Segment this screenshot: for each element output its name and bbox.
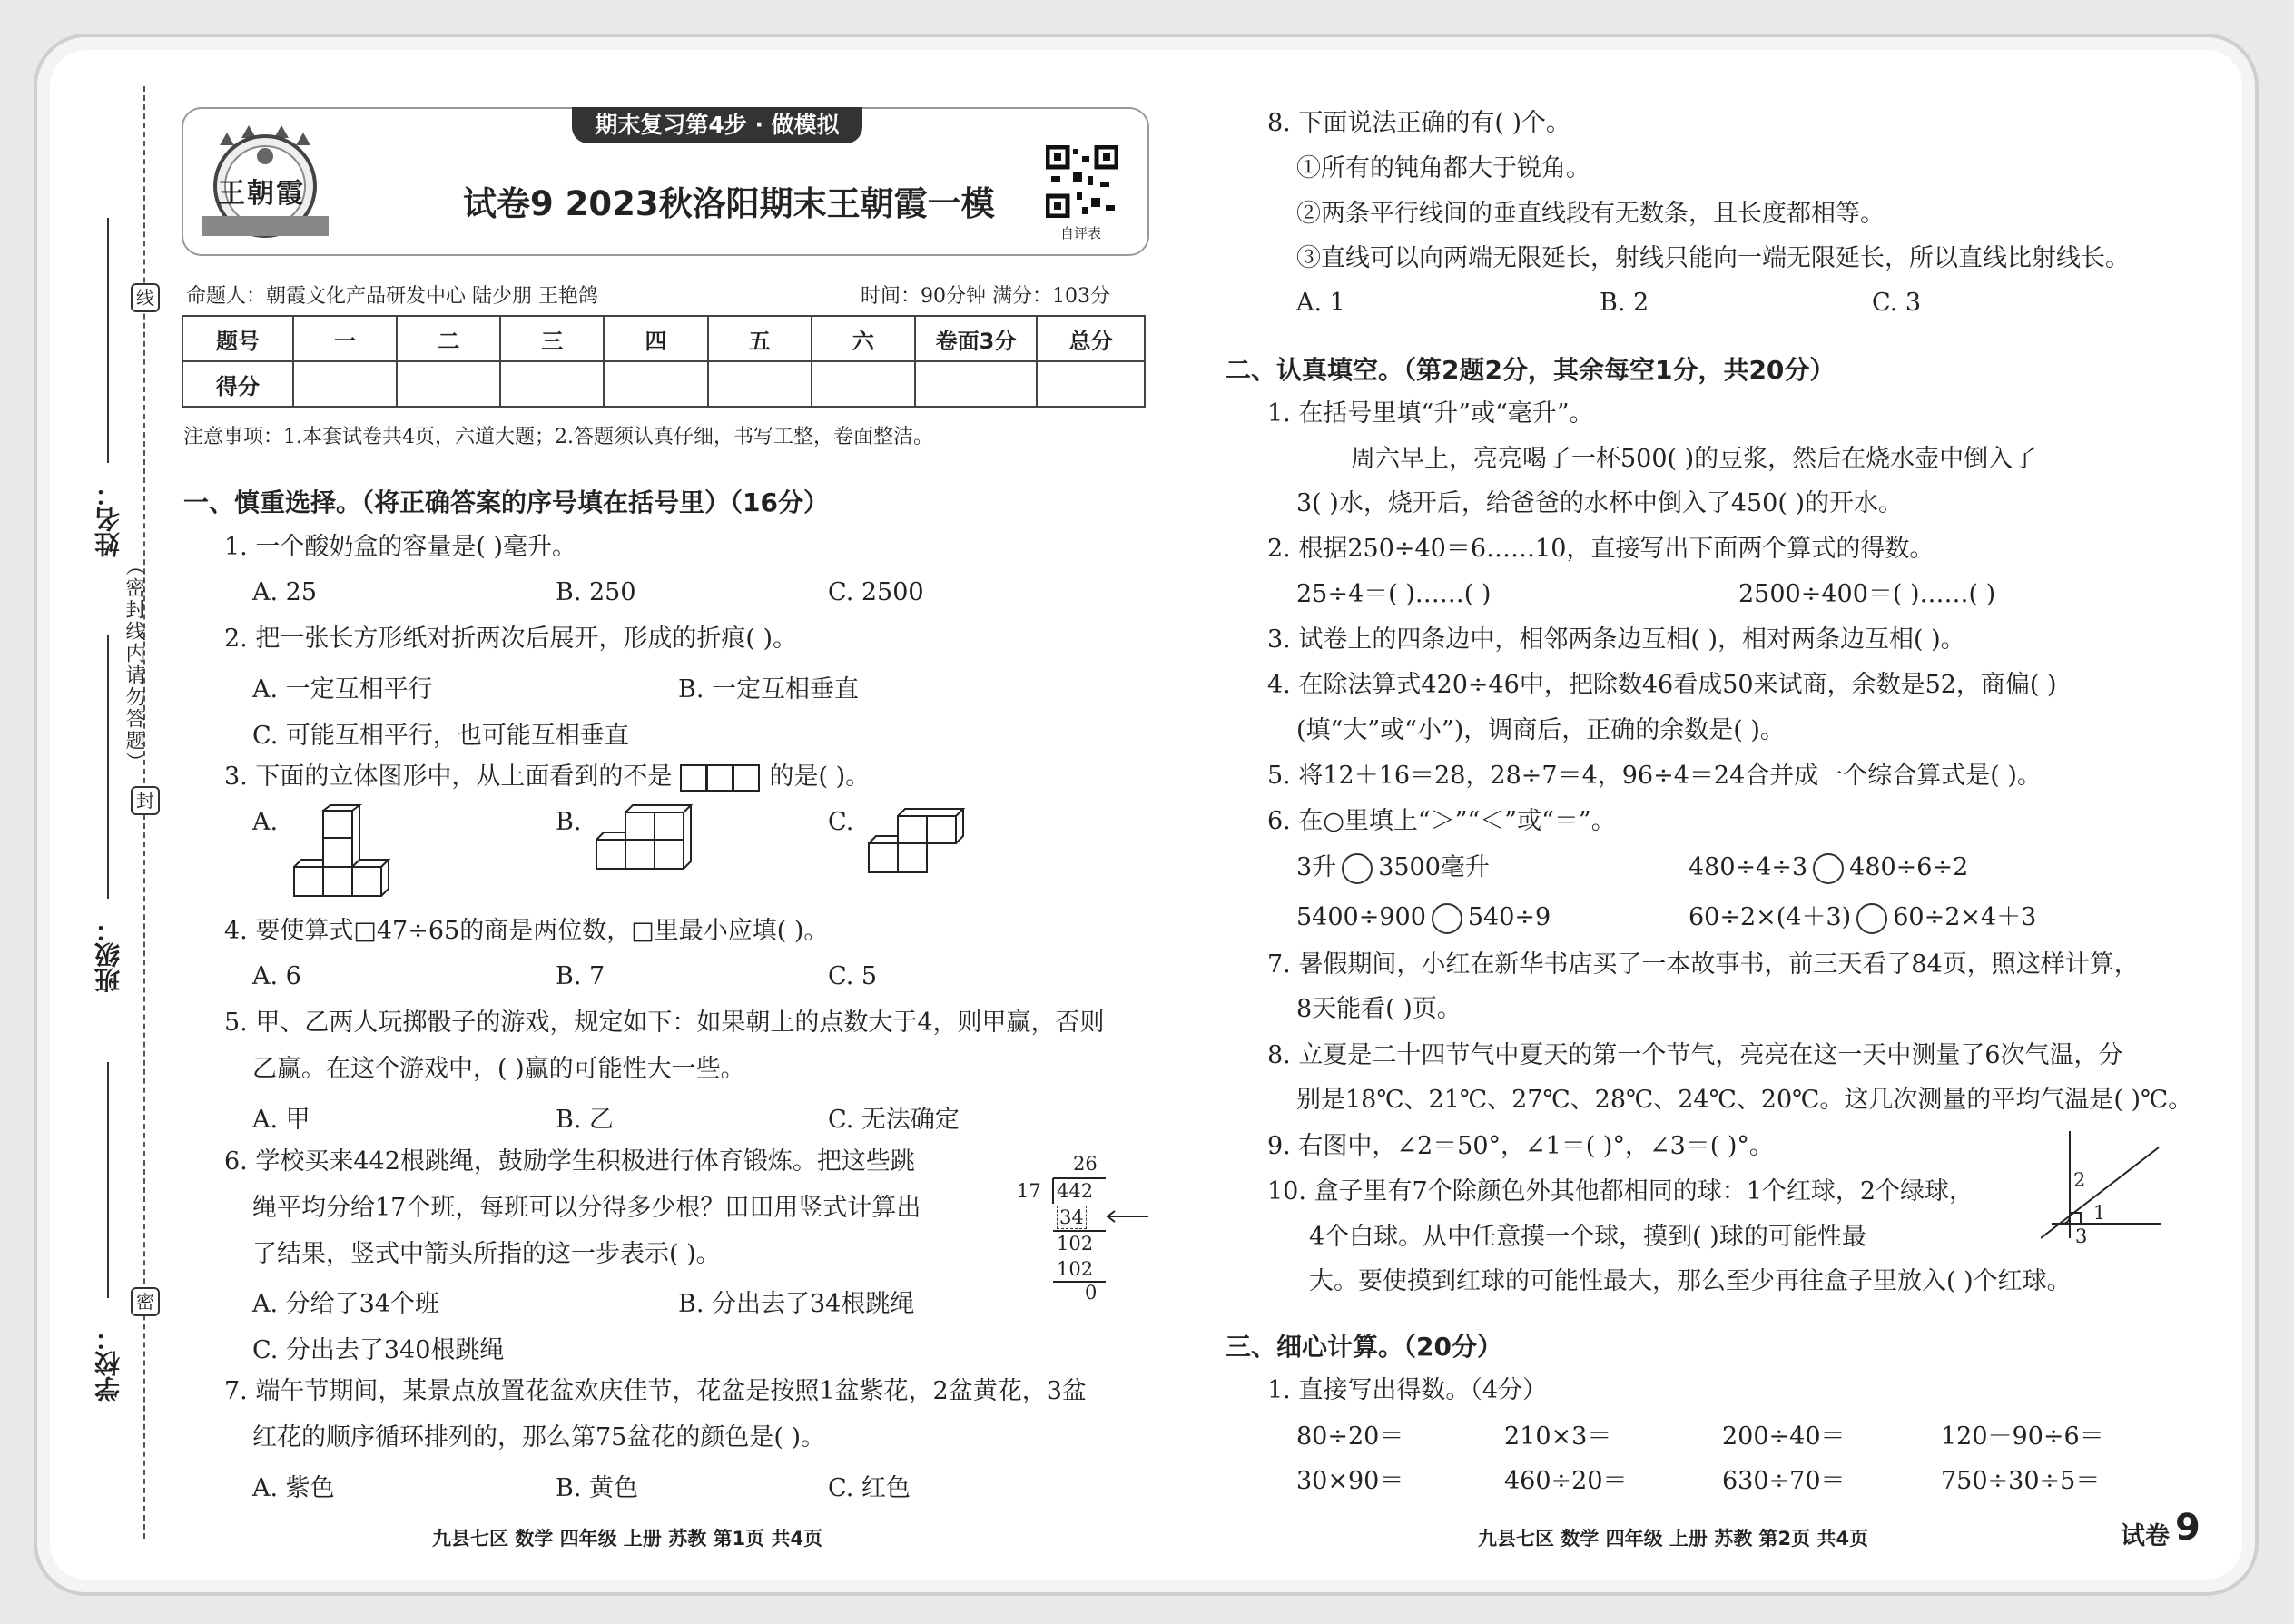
fill-1-line-2: 周六早上，亮亮喝了一杯500( )的豆浆，然后在烧水壶中倒入了 xyxy=(1351,445,2038,473)
option[interactable]: B. 250 xyxy=(556,578,636,606)
score-cell[interactable] xyxy=(1037,361,1145,407)
compare-left: 480÷4÷3 xyxy=(1689,853,1808,881)
option[interactable]: A. 25 xyxy=(252,578,318,606)
angle-label: 1 xyxy=(2093,1202,2106,1224)
compare-circle[interactable] xyxy=(1342,853,1373,884)
division-step: 102 xyxy=(1057,1233,1094,1255)
score-cell[interactable] xyxy=(604,361,707,407)
division-dividend: 442 xyxy=(1057,1180,1094,1202)
compare-right: 60÷2×4＋3 xyxy=(1893,903,2037,931)
compare-row xyxy=(1296,901,1551,934)
compare-row xyxy=(1689,901,2036,934)
question-3-prefix: 3. 下面的立体图形中，从上面看到的不是 xyxy=(224,763,673,791)
angle-figure xyxy=(2041,1131,2163,1249)
logo-text: 王朝霞 xyxy=(218,178,305,210)
option[interactable]: A. xyxy=(252,808,279,836)
question-5-line-2: 乙赢。在这个游戏中，( )赢的可能性大一些。 xyxy=(252,1055,745,1083)
score-header: 总分 xyxy=(1037,316,1145,361)
fill-10-line-3: 大。要使摸到红球的可能性最大，那么至少再往盒子里放入( )个红球。 xyxy=(1309,1267,2072,1295)
calc-1: 1. 直接写出得数。（4分） xyxy=(1267,1376,1548,1404)
name-label: 姓名： xyxy=(94,481,123,557)
section-2-title: 二、认真填空。（第2题2分，其余每空1分，共20分） xyxy=(1226,355,1836,385)
fill-7-line-1: 7. 暑假期间，小红在新华书店买了一本故事书，前三天看了84页，照这样计算， xyxy=(1267,950,2139,979)
compare-row xyxy=(1689,851,1968,884)
compare-circle[interactable] xyxy=(1813,853,1844,884)
seal-mark-mid: 封 xyxy=(131,786,160,815)
calc-item: 200÷40＝ xyxy=(1722,1422,1846,1451)
fill-7-line-2: 8天能看( )页。 xyxy=(1296,995,1462,1023)
class-label: 班级： xyxy=(94,917,123,993)
option[interactable]: C. 3 xyxy=(1872,289,1922,317)
compare-left: 60÷2×(4＋3) xyxy=(1689,903,1852,931)
score-header: 四 xyxy=(604,316,707,361)
option[interactable]: A. 一定互相平行 xyxy=(252,675,433,704)
compare-circle[interactable] xyxy=(1856,903,1887,934)
score-header: 一 xyxy=(293,316,397,361)
option[interactable]: C. 可能互相平行，也可能互相垂直 xyxy=(252,722,629,750)
option[interactable]: B. 分出去了34根跳绳 xyxy=(678,1290,915,1318)
calc-item: 120－90÷6＝ xyxy=(1941,1422,2104,1451)
calc-item: 750÷30÷5＝ xyxy=(1941,1467,2101,1495)
calc-item: 210×3＝ xyxy=(1504,1422,1612,1451)
option[interactable]: C. 5 xyxy=(828,962,878,990)
option[interactable]: C. 红色 xyxy=(828,1474,911,1502)
long-division-figure xyxy=(1017,1153,1153,1307)
section-1-title: 一、慎重选择。（将正确答案的序号填在括号里）（16分） xyxy=(183,487,829,517)
question-4: 4. 要使算式□47÷65的商是两位数，□里最小应填( )。 xyxy=(224,917,829,945)
option[interactable]: A. 1 xyxy=(1296,289,1345,317)
brand-logo xyxy=(202,118,329,245)
calc-item: 630÷70＝ xyxy=(1722,1467,1846,1495)
fill-9: 9. 右图中，∠2＝50°，∠1＝( )°，∠3＝( )°。 xyxy=(1267,1132,1774,1160)
fill-4-line-2: (填“大”或“小”)，调商后，正确的余数是( )。 xyxy=(1296,716,1785,744)
option[interactable]: B. 一定互相垂直 xyxy=(678,675,860,704)
time-score: 时间：90分钟 满分：103分 xyxy=(861,285,1110,308)
calc-item: 80÷20＝ xyxy=(1296,1422,1404,1451)
compare-circle[interactable] xyxy=(1432,903,1462,934)
fill-1: 1. 在括号里填“升”或“毫升”。 xyxy=(1267,399,1594,428)
notice: 注意事项：1.本套试卷共4页，六道大题；2.答题须认真仔细，书写工整，卷面整洁。 xyxy=(183,426,933,448)
cube-figure-b-icon xyxy=(595,803,694,875)
question-6-line-2: 绳平均分给17个班，每班可以分得多少根？田田用竖式计算出 xyxy=(252,1194,921,1222)
option[interactable]: A. 紫色 xyxy=(252,1474,335,1502)
question-3-suffix: 的是( )。 xyxy=(769,763,871,791)
fill-2-b: 2500÷400＝( )……( ) xyxy=(1738,580,1996,608)
statement-1: ①所有的钝角都大于锐角。 xyxy=(1296,154,1590,182)
footer-left: 九县七区 数学 四年级 上册 苏教 第1页 共4页 xyxy=(432,1528,823,1550)
score-header: 卷面3分 xyxy=(915,316,1037,361)
score-cell[interactable] xyxy=(500,361,604,407)
fill-4-line-1: 4. 在除法算式420÷46中，把除数46看成50来试商，余数是52，商偏( ) xyxy=(1267,671,2057,699)
compare-left: 3升 xyxy=(1296,853,1337,881)
fill-2-a: 25÷4＝( )……( ) xyxy=(1296,580,1492,608)
division-quotient: 26 xyxy=(1073,1153,1098,1175)
question-2: 2. 把一张长方形纸对折两次后展开，形成的折痕( )。 xyxy=(224,625,797,653)
score-header: 题号 xyxy=(182,316,293,361)
fill-8-line-2: 别是18℃、21℃、27℃、28℃、24℃、20℃。这几次测量的平均气温是( )℃。 xyxy=(1296,1086,2193,1114)
statement-3: ③直线可以向两端无限延长，射线只能向一端无限延长，所以直线比射线长。 xyxy=(1296,244,2130,272)
option[interactable]: B. 2 xyxy=(1600,289,1649,317)
compare-right: 480÷6÷2 xyxy=(1849,853,1969,881)
option[interactable]: A. 分给了34个班 xyxy=(252,1290,440,1318)
qr-caption: 自评表 xyxy=(1060,225,1102,241)
statement-2: ②两条平行线间的垂直线段有无数条，且长度都相等。 xyxy=(1296,200,1885,228)
option[interactable]: C. 无法确定 xyxy=(828,1106,960,1134)
question-7-line-1: 7. 端午节期间，某景点放置花盆欢庆佳节，花盆是按照1盆紫花，2盆黄花，3盆 xyxy=(224,1377,1087,1405)
school-label: 学校： xyxy=(94,1325,123,1402)
score-header: 六 xyxy=(812,316,915,361)
score-header: 二 xyxy=(397,316,500,361)
cube-figure-a-icon xyxy=(292,803,392,902)
question-8: 8. 下面说法正确的有( )个。 xyxy=(1267,109,1570,137)
division-remainder: 0 xyxy=(1085,1282,1098,1304)
score-header: 三 xyxy=(500,316,604,361)
compare-left: 5400÷900 xyxy=(1296,903,1426,931)
option[interactable]: C. 2500 xyxy=(828,578,924,606)
option[interactable]: B. 7 xyxy=(556,962,605,990)
angle-label: 3 xyxy=(2075,1225,2088,1247)
question-5-line-1: 5. 甲、乙两人玩掷骰子的游戏，规定如下：如果朝上的点数大于4，则甲赢，否则 xyxy=(224,1009,1105,1037)
school-field[interactable] xyxy=(107,1062,109,1298)
footer-right: 九县七区 数学 四年级 上册 苏教 第2页 共4页 xyxy=(1478,1528,1869,1550)
qr-code-icon[interactable] xyxy=(1046,145,1118,218)
paper-number-label: 试卷 xyxy=(2121,1522,2170,1550)
division-divisor: 17 xyxy=(1017,1180,1041,1202)
fill-10-line-1: 10. 盒子里有7个除颜色外其他都相同的球：1个红球，2个绿球， xyxy=(1267,1177,1974,1206)
question-6-line-1: 6. 学校买来442根跳绳，鼓励学生积极进行体育锻炼。把这些跳 xyxy=(224,1147,915,1176)
option[interactable]: C. 分出去了340根跳绳 xyxy=(252,1336,505,1364)
calc-item: 30×90＝ xyxy=(1296,1467,1404,1495)
question-6-line-3: 了结果，竖式中箭头所指的这一步表示( )。 xyxy=(252,1240,721,1268)
score-cell[interactable] xyxy=(397,361,500,407)
question-7-line-2: 红花的顺序循环排列的，那么第75盆花的颜色是( )。 xyxy=(252,1423,826,1452)
question-3 xyxy=(224,761,870,793)
compare-row xyxy=(1296,851,1490,884)
compare-right: 3500毫升 xyxy=(1378,853,1490,881)
cube-figure-c-icon xyxy=(867,803,967,880)
option[interactable]: B. xyxy=(556,808,582,836)
option[interactable]: B. 乙 xyxy=(556,1106,615,1134)
score-cell[interactable] xyxy=(812,361,915,407)
fill-3: 3. 试卷上的四条边中，相邻两条边互相( )，相对两条边互相( )。 xyxy=(1267,625,1965,654)
paper-number: 9 xyxy=(2175,1507,2200,1549)
score-row-label: 得分 xyxy=(182,361,293,407)
fill-2: 2. 根据250÷40＝6……10，直接写出下面两个算式的得数。 xyxy=(1267,535,1935,563)
fill-1-line-3: 3( )水，烧开后，给爸爸的水杯中倒入了450( )的开水。 xyxy=(1296,489,1904,517)
calc-item: 460÷20＝ xyxy=(1504,1467,1628,1495)
angle-label: 2 xyxy=(2073,1169,2086,1191)
authors: 命题人：朝霞文化产品研发中心 陆少朋 王艳鸽 xyxy=(186,285,598,308)
score-cell[interactable] xyxy=(293,361,397,407)
score-table xyxy=(182,315,1146,408)
option[interactable]: B. 黄色 xyxy=(556,1474,639,1502)
three-square-view-icon xyxy=(680,764,762,792)
score-cell[interactable] xyxy=(915,361,1037,407)
fill-6: 6. 在○里填上“＞”“＜”或“＝”。 xyxy=(1267,807,1616,835)
seal-mark-top: 线 xyxy=(131,283,160,312)
fill-10-line-2: 4个白球。从中任意摸一个球，摸到( )球的可能性最 xyxy=(1309,1223,1866,1251)
name-field[interactable] xyxy=(107,218,109,463)
option[interactable]: C. xyxy=(828,808,854,836)
score-header: 五 xyxy=(708,316,812,361)
fill-8-line-1: 8. 立夏是二十四节气中夏天的第一个节气，亮亮在这一天中测量了6次气温，分 xyxy=(1267,1041,2123,1069)
score-cell[interactable] xyxy=(708,361,812,407)
compare-right: 540÷9 xyxy=(1467,903,1551,931)
seal-warning: （密封线内请勿答题） xyxy=(123,556,145,773)
option[interactable]: A. 6 xyxy=(252,962,301,990)
option[interactable]: A. 甲 xyxy=(252,1106,310,1134)
division-step-highlight: 34 xyxy=(1057,1206,1087,1229)
class-field[interactable] xyxy=(107,635,109,899)
header-ribbon: 期末复习第4步 · 做模拟 xyxy=(572,107,862,143)
section-3-title: 三、细心计算。（20分） xyxy=(1226,1332,1502,1362)
division-step: 102 xyxy=(1057,1258,1094,1280)
page-title: 试卷9 2023秋洛阳期末王朝霞一模 xyxy=(463,184,995,223)
fill-5: 5. 将12＋16＝28，28÷7＝4，96÷4＝24合并成一个综合算式是( )。 xyxy=(1267,762,2042,790)
question-1: 1. 一个酸奶盒的容量是( )毫升。 xyxy=(224,533,576,561)
seal-mark-bottom: 密 xyxy=(131,1287,160,1316)
